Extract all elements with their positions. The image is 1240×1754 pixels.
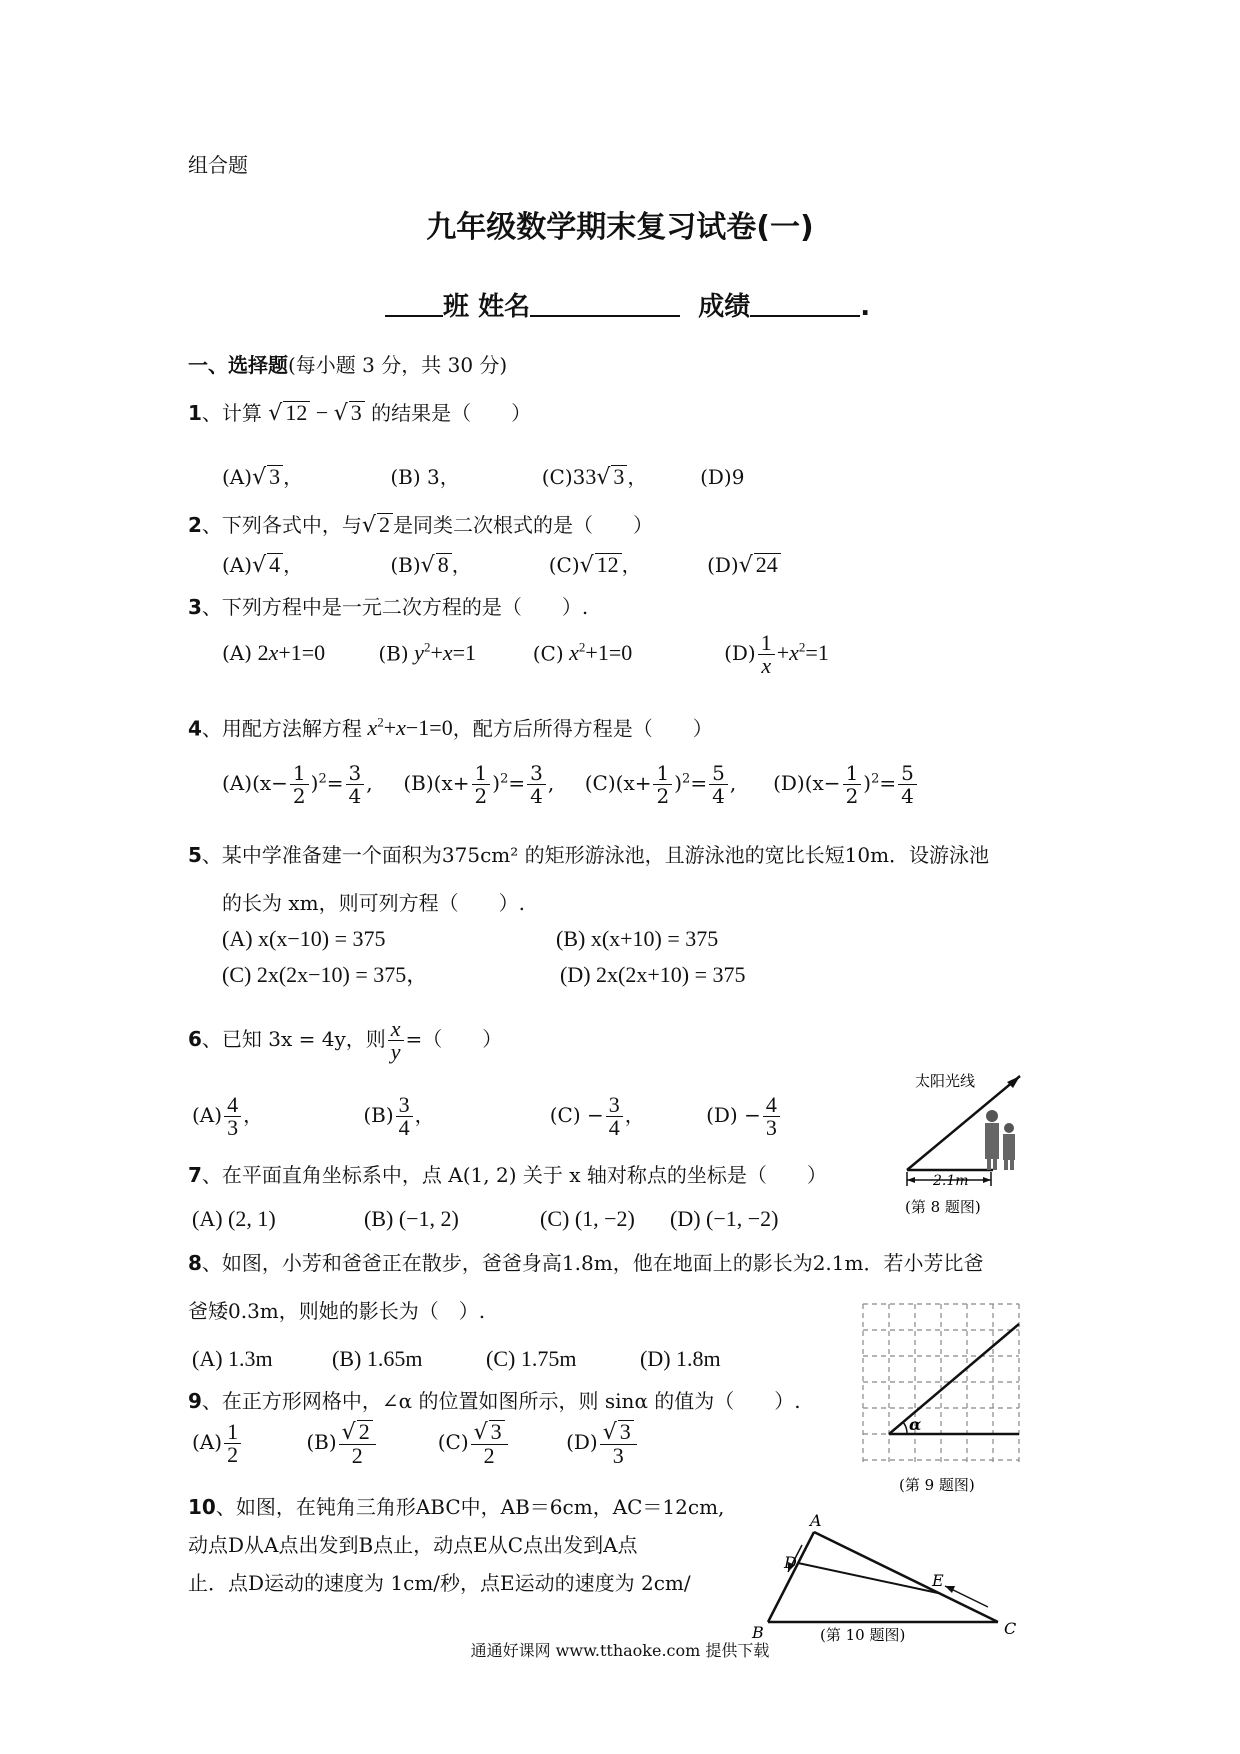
q2-option-b[interactable]: (B)√ 8 ， <box>390 552 472 578</box>
q1-option-b[interactable]: (B) 3， <box>390 465 460 489</box>
vertex-c-label: C <box>1004 1619 1017 1638</box>
fig9-caption: (第 9 题图) <box>899 1476 975 1494</box>
fig8-sun-label: 太阳光线 <box>915 1072 976 1090</box>
q9-option-c[interactable]: (C) $\frac{√ 3}{2}$ <box>438 1420 560 1467</box>
side-ac <box>814 1532 998 1622</box>
question-3: 3、下列方程中是一元二次方程的是（ ）. <box>188 595 589 619</box>
footer-text: 通通好课网 www.tthaoke.com 提供下载 <box>470 1641 770 1660</box>
q1-option-c[interactable]: (C)33√ 3 ， <box>541 464 648 490</box>
q9-options <box>192 1420 639 1467</box>
q7-option-b[interactable]: (B) (−1, 2) <box>364 1206 459 1231</box>
q7-option-c[interactable]: (C) (1, −2) <box>540 1206 635 1231</box>
side-ab <box>768 1532 814 1622</box>
q8-option-d[interactable]: (D) 1.8m <box>640 1346 721 1371</box>
q5-option-d[interactable]: (D) 2x(2x+10) = 375 <box>560 962 746 987</box>
q6-option-a[interactable]: (A) $\frac{4}{3}$ ， <box>192 1092 264 1140</box>
daughter-icon <box>1004 1123 1014 1133</box>
page-title: 九年级数学期末复习试卷(一) <box>426 210 814 245</box>
vertex-b-label: B <box>752 1623 764 1642</box>
q9-option-a[interactable]: (A) $\frac{1}{2}$ <box>192 1421 300 1466</box>
category-label: 组合题 <box>188 153 248 177</box>
question-6: 6、已知 3x = 4y，则 $\frac{x}{y}$ =（ ） <box>188 1016 503 1064</box>
q1-option-d[interactable]: (D)9 <box>700 465 745 489</box>
q8-option-c[interactable]: (C) 1.75m <box>486 1346 577 1371</box>
question-5: 5、某中学准备建一个面积为375cm² 的矩形游泳池，且游泳池的宽比长短10m．设游泳池 <box>188 843 990 867</box>
q9-option-b[interactable]: (B) $\frac{√ 2}{2}$ <box>306 1420 431 1467</box>
q4-option-b[interactable]: (B)(x+ $\frac{1}{2}$ )$^2$= $\frac{3}{4}$ , <box>403 761 555 808</box>
question-9: 9、在正方形网格中，∠α 的位置如图所示，则 sinα 的值为（ ）. <box>188 1389 801 1413</box>
section-heading: 一、选择题(每小题 3 分，共 30 分) <box>188 353 508 377</box>
q6-option-c[interactable]: (C) − $\frac{3}{4}$ ， <box>549 1092 645 1140</box>
q8-option-a[interactable]: (A) 1.3m <box>192 1346 273 1371</box>
question-8: 8、如图，小芳和爸爸正在散步，爸爸身高1.8m，他在地面上的影长为2.1m．若小芳比爸 <box>188 1251 984 1275</box>
question-10-line3: 止．点D运动的速度为 1cm/秒，点E运动的速度为 2cm/ <box>188 1571 691 1595</box>
q6-option-d[interactable]: (D) − $\frac{4}{3}$ <box>706 1094 782 1139</box>
question-10-line2: 动点D从A点出发到B点止，动点E从C点出发到A点 <box>188 1533 638 1557</box>
question-2: 2、下列各式中，与√ 2 是同类二次根式的是（ ） <box>188 512 653 538</box>
q3-option-d[interactable]: (D) $\frac{1}{x}$ $+x^2=1$ <box>724 630 829 678</box>
q5-option-a[interactable]: (A) x(x−10) = 375 <box>222 926 386 951</box>
score-blank[interactable] <box>750 293 860 317</box>
vertex-a-label: A <box>810 1511 822 1530</box>
father-icon <box>986 1110 998 1122</box>
q9-option-d[interactable]: (D) $\frac{√ 3}{3}$ <box>566 1420 639 1467</box>
q4-option-a[interactable]: (A)(x− $\frac{1}{2}$ )$^2$= $\frac{3}{4}$ , <box>222 761 373 808</box>
q4-option-c[interactable]: (C)(x+ $\frac{1}{2}$ )$^2$= $\frac{5}{4}$ , <box>584 761 737 808</box>
q1-option-a[interactable]: (A)√ 3 ， <box>222 464 304 490</box>
q3-options <box>222 632 829 677</box>
point-d-label: D <box>784 1553 797 1572</box>
fig8-length-label: 2.1m <box>933 1173 969 1189</box>
question-8-line2: 爸矮0.3m，则她的影长为（ ）. <box>188 1299 486 1323</box>
student-info-line: 班 姓名 成绩 . <box>385 286 870 323</box>
q5-option-c[interactable]: (C) 2x(2x−10) = 375， <box>222 962 429 987</box>
fig8-caption: (第 8 题图) <box>905 1198 981 1216</box>
fig10-caption: (第 10 题图) <box>820 1626 906 1644</box>
q7-option-a[interactable]: (A) (2, 1) <box>192 1206 276 1231</box>
q4-options <box>222 762 919 807</box>
q2-options <box>222 552 781 579</box>
score-label: 成绩 <box>698 292 751 322</box>
point-e-label: E <box>932 1571 944 1590</box>
question-7: 7、在平面直角坐标系中，点 A(1, 2) 关于 x 轴对称点的坐标是（ ） <box>188 1163 827 1187</box>
class-label: 班 <box>443 292 470 322</box>
q3-option-c[interactable]: (C) $x^2+1=0$ <box>532 639 633 665</box>
q2-option-c[interactable]: (C)√ 12 ， <box>548 552 642 578</box>
segment-de <box>798 1563 938 1593</box>
figure-9 <box>855 1300 1035 1500</box>
q3-option-a[interactable]: (A) 2x+1=0 <box>222 640 326 665</box>
q3-option-b[interactable]: (B) $y^2+x=1$ <box>378 639 477 665</box>
name-label: 姓名 <box>478 292 531 322</box>
question-4: 4、用配方法解方程 $x^2+x-1=0$，配方后所得方程是（ ） <box>188 715 713 741</box>
grid-lines <box>863 1304 1019 1464</box>
q6-options <box>192 1094 782 1139</box>
q7-option-d[interactable]: (D) (−1, −2) <box>670 1206 779 1231</box>
q2-option-d[interactable]: (D)√ 24 <box>707 552 781 579</box>
q4-option-d[interactable]: (D)(x− $\frac{1}{2}$ )$^2$= $\frac{5}{4}$ <box>773 762 919 807</box>
question-10: 10、如图，在钝角三角形ABC中，AB＝6cm，AC＝12cm, <box>188 1495 725 1519</box>
q6-option-b[interactable]: (B) $\frac{3}{4}$ ， <box>363 1092 435 1140</box>
q8-option-b[interactable]: (B) 1.65m <box>332 1346 423 1371</box>
class-blank[interactable] <box>385 293 443 317</box>
figure-8 <box>895 1068 1045 1220</box>
figure-10 <box>740 1510 1030 1645</box>
question-1: 1、计算 √ 12 − √ 3 的结果是（ ） <box>188 400 532 426</box>
alpha-label: α <box>909 1415 922 1434</box>
question-5-line2: 的长为 xm，则可列方程（ ）. <box>222 891 525 915</box>
q5-option-b[interactable]: (B) x(x+10) = 375 <box>556 926 719 951</box>
name-blank[interactable] <box>530 293 680 317</box>
q2-option-a[interactable]: (A)√ 4 ， <box>222 552 304 578</box>
q1-options <box>222 464 744 491</box>
